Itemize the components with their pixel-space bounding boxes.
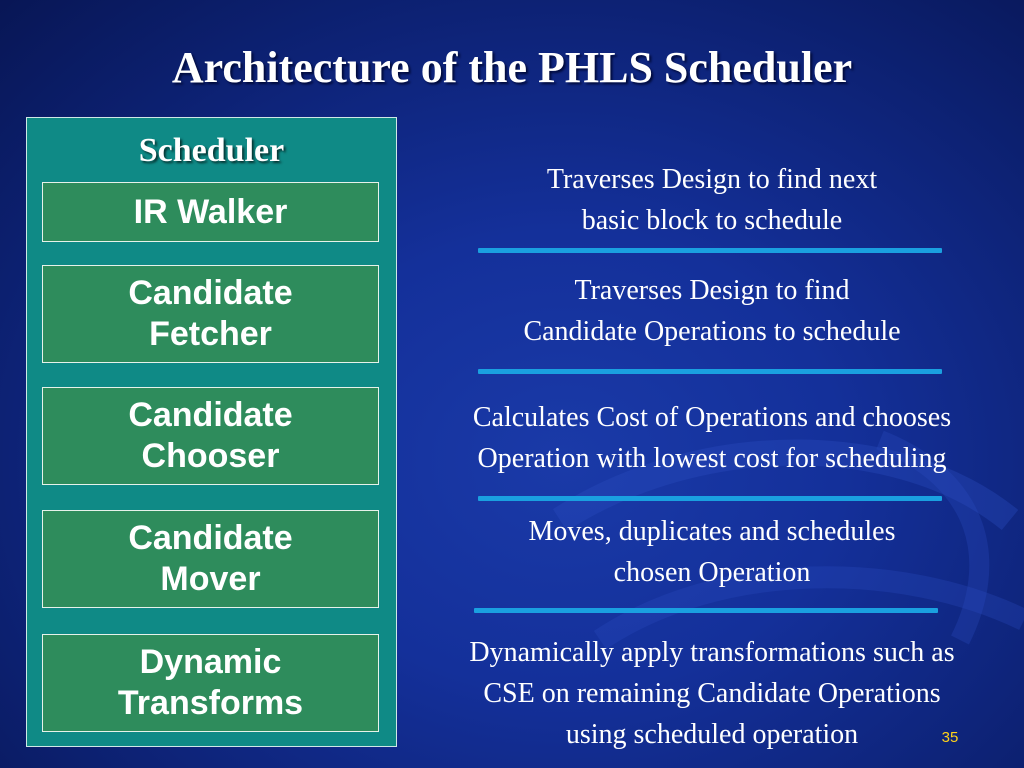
module-label: Candidate bbox=[128, 274, 293, 312]
description-line: Moves, duplicates and schedules bbox=[528, 516, 896, 547]
description-line: Candidate Operations to schedule bbox=[523, 316, 901, 347]
module-candidate-chooser bbox=[42, 387, 379, 485]
module-candidate-mover bbox=[42, 510, 379, 608]
description-line: Dynamically apply transformations such as bbox=[469, 637, 955, 668]
scheduler-panel-title: Scheduler bbox=[138, 132, 285, 169]
description-line: Operation with lowest cost for scheduling bbox=[477, 443, 947, 474]
separator-line bbox=[478, 496, 942, 501]
description-line: basic block to schedule bbox=[581, 205, 843, 236]
module-label: Fetcher bbox=[149, 315, 272, 353]
slide-title: Architecture of the PHLS Scheduler bbox=[171, 43, 853, 92]
slide-number: 35 bbox=[941, 729, 959, 746]
description-ir-walker bbox=[452, 159, 972, 241]
module-dynamic-transforms bbox=[42, 634, 379, 732]
description-line: CSE on remaining Candidate Operations bbox=[483, 678, 941, 709]
description-line: chosen Operation bbox=[613, 557, 811, 588]
description-line: Traverses Design to find next bbox=[546, 164, 878, 195]
description-line: Calculates Cost of Operations and chooses bbox=[472, 402, 952, 433]
module-label: IR Walker bbox=[133, 192, 288, 231]
module-label: Mover bbox=[160, 560, 261, 598]
description-line: Traverses Design to find bbox=[574, 275, 850, 306]
description-candidate-fetcher bbox=[452, 270, 972, 352]
module-ir-walker bbox=[42, 182, 379, 242]
separator-line bbox=[478, 248, 942, 253]
description-candidate-chooser bbox=[412, 397, 1012, 479]
module-label: Transforms bbox=[117, 684, 304, 722]
description-line: using scheduled operation bbox=[565, 719, 859, 750]
separator-line bbox=[474, 608, 938, 613]
module-label: Candidate bbox=[128, 396, 293, 434]
separator-line bbox=[478, 369, 942, 374]
description-candidate-mover bbox=[452, 511, 972, 593]
module-label: Candidate bbox=[128, 519, 293, 557]
module-candidate-fetcher bbox=[42, 265, 379, 363]
description-dynamic-transforms bbox=[412, 632, 1012, 755]
module-label: Chooser bbox=[141, 437, 280, 475]
module-label: Dynamic bbox=[139, 643, 282, 681]
